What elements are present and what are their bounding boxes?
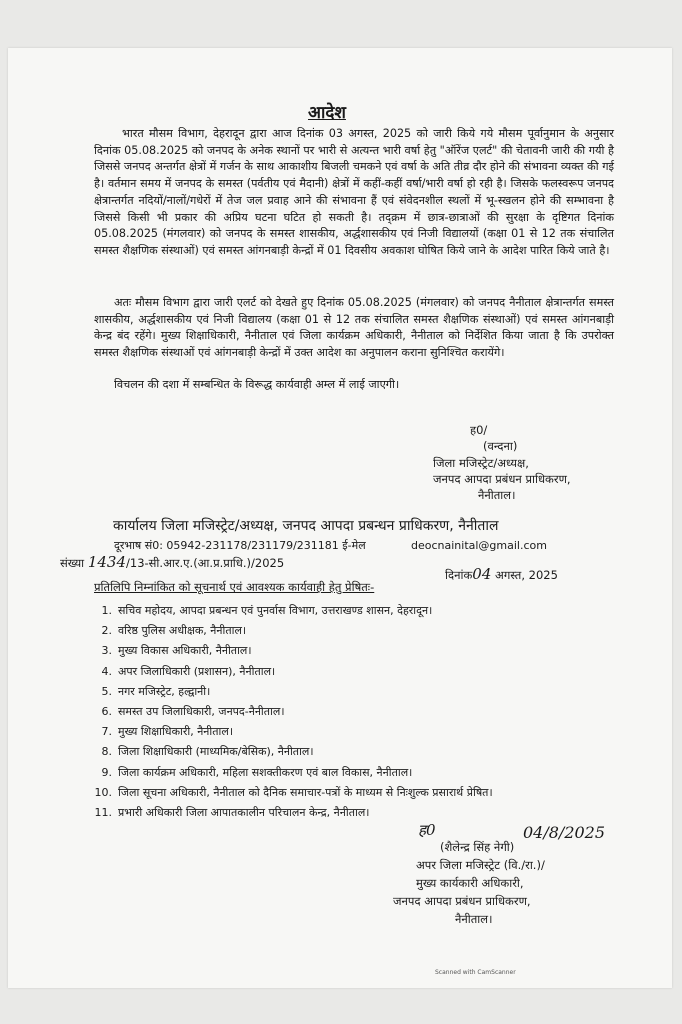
copy-to-list xyxy=(86,601,493,823)
signatory-location: नैनीताल। xyxy=(478,488,516,502)
list-item: 11. प्रभारी अधिकारी जिला आपातकालीन परिचालन केन्द्र, नैनीताल। xyxy=(94,805,370,819)
reference-prefix: संख्या xyxy=(60,556,85,570)
copy-to-heading: प्रतिलिपि निम्नांकित को सूचनार्थ एवं आवश्यक कार्यवाही हेतु प्रेषितः- xyxy=(94,580,375,594)
list-item: 3. मुख्य विकास अधिकारी, नैनीताल। xyxy=(101,644,252,658)
list-item: 10. जिला सूचना अधिकारी, नैनीताल को दैनिक समाचार-पत्रों के माध्यम से निःशुल्क प्रसारार्थ प्रेषित। xyxy=(94,785,493,799)
order-paragraph-3: विचलन की दशा में सम्बन्धित के विरूद्ध कार्यवाही अम्ल में लाई जाएगी। xyxy=(114,378,400,391)
date-suffix: अगस्त, 2025 xyxy=(495,568,558,582)
date-prefix: दिनांक xyxy=(445,568,473,582)
signature-mark: ह0/ xyxy=(470,423,488,437)
order-date xyxy=(445,565,558,583)
list-item: 2. वरिष्ठ पुलिस अधीक्षक, नैनीताल। xyxy=(101,624,247,638)
reference-suffix: /13-सी.आर.ए.(आ.प्र.प्राधि.)/2025 xyxy=(126,556,285,570)
signatory-location: नैनीताल। xyxy=(455,912,493,926)
signatory-role: मुख्य कार्यकारी अधिकारी, xyxy=(416,876,524,890)
list-item: 8. जिला शिक्षाधिकारी (माध्यमिक/बेसिक), नैनीताल। xyxy=(101,745,314,759)
list-item: 5. नगर मजिस्ट्रेट, हल्द्वानी। xyxy=(101,684,211,698)
list-item: 4. अपर जिलाधिकारी (प्रशासन), नैनीताल। xyxy=(101,664,276,678)
list-item: 6. समस्त उप जिलाधिकारी, जनपद-नैनीताल। xyxy=(101,704,285,718)
order-paragraph-2: अतः मौसम विभाग द्वारा जारी एलर्ट को देखते हुए दिनांक 05.08.2025 (मंगलवार) को जनपद नैनीताल क्षेत्रान्तर्गत समस्त शासकीय, अर्द्धशासकीय एवं निजी विद्यालय (कक्षा 01 से 12 तक संचालित समस्त शैक्षणिक संस्थाओं) एवं समस्त आंगनबाड़ी केन्द्र बंद रहेंगे। मुख्य शिक्षाधिकारी, नैनीताल एवं जिला कार्यक्रम अधिकारी, नैनीताल को निर्देशित किया जाता है कि उपरोक्त समस्त शैक्षणिक संस्थाओं एवं आंगनबाड़ी केन्द्रों में उक्त आदेश का अनुपालन कराना सुनिश्चित करायेंगे। xyxy=(94,296,614,360)
handwritten-signature: ह0 xyxy=(418,821,436,839)
office-heading: कार्यालय जिला मजिस्ट्रेट/अध्यक्ष, जनपद आपदा प्रबन्धन प्राधिकरण, नैनीताल xyxy=(113,518,499,534)
signatory-authority: जनपद आपदा प्रबंधन प्राधिकरण, xyxy=(433,472,571,486)
handwritten-date: 04/8/2025 xyxy=(523,823,606,842)
list-item: 1. सचिव महोदय, आपदा प्रबन्धन एवं पुनर्वास विभाग, उत्तराखण्ड शासन, देहरादून। xyxy=(101,604,433,617)
office-phone: दूरभाष सं0: 05942-231178/231179/231181 ई-मेल xyxy=(114,539,366,552)
signatory-authority: जनपद आपदा प्रबंधन प्राधिकरण, xyxy=(393,894,531,908)
signatory-name: (शैलेन्द्र सिंह नेगी) xyxy=(440,840,515,854)
reference-handwritten-number: 1434 xyxy=(87,553,126,571)
order-title: आदेश xyxy=(308,103,346,123)
office-email: deocnainital@gmail.com xyxy=(411,539,547,552)
signatory-designation: जिला मजिस्ट्रेट/अध्यक्ष, xyxy=(433,456,529,470)
date-handwritten-day: 04 xyxy=(472,565,492,583)
scanner-watermark: Scanned with CamScanner xyxy=(435,969,516,976)
signatory-name: (वन्दना) xyxy=(483,439,518,453)
signatory-designation: अपर जिला मजिस्ट्रेट (वि./रा.)/ xyxy=(416,858,545,872)
document-page xyxy=(8,48,672,988)
list-item: 7. मुख्य शिक्षाधिकारी, नैनीताल। xyxy=(101,725,234,739)
list-item: 9. जिला कार्यक्रम अधिकारी, महिला सशक्तीकरण एवं बाल विकास, नैनीताल। xyxy=(101,765,413,779)
reference-number xyxy=(60,553,284,571)
order-paragraph-1: भारत मौसम विभाग, देहरादून द्वारा आज दिनांक 03 अगस्त, 2025 को जारी किये गये मौसम पूर्वानुमान के अनुसार दिनांक 05.08.2025 को जनपद के अनेक स्थानों पर भारी से अत्यन्त भारी वर्षा हेतु "ऑरेंज एलर्ट" की चेतावनी जारी की गयी है जिससे जनपद अन्तर्गत क्षेत्रों में गर्जन के साथ आकाशीय बिजली चमकने एवं वर्षा के अति तीव्र दौर होने की संभावना व्यक्त की गई है। वर्तमान समय में जनपद के समस्त (पर्वतीय एवं मैदानी) क्षेत्रों में कहीं-कहीं वर्षा/भारी वर्षा हो रही है। जिसके फलस्वरूप जनपद क्षेत्रान्तर्गत नदियों/नालों/गधेरों में तेज जल प्रवाह आने की संभावना हैं एवं संवेदनशील स्थलों में भू-स्खलन होने की सम्भावना है जिससे किसी भी प्रकार की अप्रिय घटना घटित हो सकती है। तद्क्रम में छात्र-छात्राओं की सुरक्षा के दृष्टिगत दिनांक 05.08.2025 (मंगलवार) को जनपद के समस्त शासकीय, अर्द्धशासकीय एवं निजी विद्यालयों (कक्षा 01 से 12 तक संचालित समस्त शैक्षणिक संस्थाओं) एवं समस्त आंगनबाड़ी केन्द्रों में 01 दिवसीय अवकाश घोषित किये जाने के आदेश पारित किये जाते है। xyxy=(94,127,614,257)
